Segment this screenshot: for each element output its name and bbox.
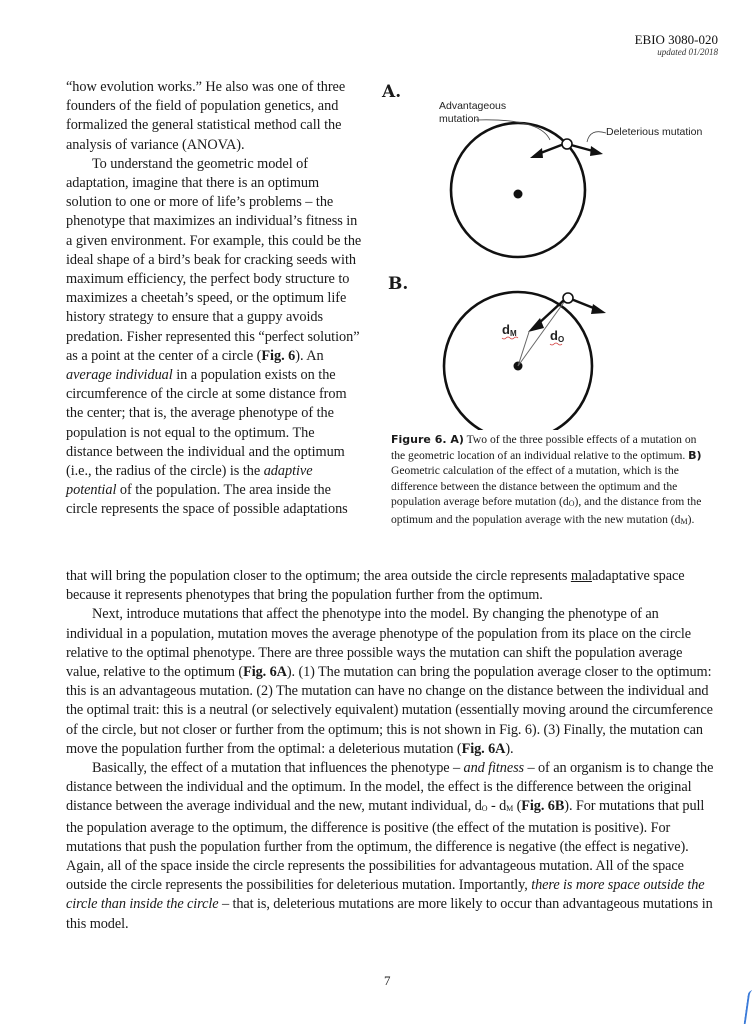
updated-date: updated 01/2018 — [657, 47, 718, 57]
fitness-circle — [444, 292, 592, 430]
deleterious-arrow — [571, 299, 596, 309]
page-number: 7 — [384, 973, 391, 988]
individual-point — [562, 139, 572, 149]
figure-6a-diagram — [430, 92, 730, 272]
figure-ref: Fig. 6B — [521, 798, 565, 815]
annotation-deleterious: Deleterious mutation — [606, 126, 703, 138]
callout-line — [587, 132, 606, 142]
arrowhead-icon — [530, 148, 543, 158]
term-adaptive-potential: adaptive potential — [66, 463, 313, 499]
optimum-point — [514, 190, 523, 199]
figure-ref: Fig. 6A — [243, 664, 287, 681]
figure-caption: Figure 6. A) Two of the three possible effects of a mutation on the geometric location of an individual relative to the optimum. B) Geometric calculation of the effect of a mutation, which is the difference between the distance between the optimum and the population average before mutation (dO), and the distance from the optimum and the population average with the new mutation (dM). — [391, 433, 702, 526]
paragraph-2-continued: that will bring the population closer to the optimum; the area outside the circle represents maladaptative space because it represents phenotypes that bring the population further from the optimum. — [66, 568, 685, 604]
page-header — [635, 32, 718, 58]
course-code: EBIO 3080-020 — [634, 32, 718, 47]
term-average-individual: average individual — [66, 367, 173, 384]
label-dm: dM — [502, 322, 517, 338]
page-edge-mark — [744, 990, 752, 1024]
full-width-text — [66, 567, 718, 934]
label-do: dO — [550, 328, 565, 344]
dm-distance-line — [518, 332, 529, 366]
left-column-text — [66, 78, 364, 520]
arrowhead-icon — [591, 304, 606, 314]
annotation-mutation: mutation — [439, 113, 480, 125]
paragraph-4: Basically, the effect of a mutation that influences the phenotype – and fitness – of an organism is to change the distance between the individual and the optimum. In the model, the effect is the difference between the original distance between the average individual and the new, mutant individual, dO - dM (Fig. 6B). For mutations that pull the population average to the optimum, the difference is positive (the effect of the mutation is positive). For mutations that push the population further from the optimum, the difference is negative (the effect is negative). Again, all of the space inside the circle represents the possibilities for advantageous mutation. All of the space outside the circle represents the possibilities for deleterious mutation. Importantly, there is more space outside the circle than inside the circle – that is, deleterious mutations are more likely to occur than advantageous mutations in this model. — [66, 760, 714, 932]
annotation-advantageous: Advantageous — [439, 100, 507, 112]
deleterious-arrow — [571, 145, 593, 151]
figure-ref: Fig. 6A — [461, 740, 506, 757]
panel-a-label: A. — [382, 82, 402, 102]
do-distance-line — [518, 298, 567, 366]
paragraph-1: “how evolution works.” He also was one of three founders of the field of population genetics, and formalized the general statistical method call the analysis of variance (ANOVA). — [66, 79, 346, 153]
figure-ref: Fig. 6 — [261, 347, 296, 364]
individual-point — [563, 293, 573, 303]
figure-6b-diagram — [430, 280, 650, 430]
paragraph-2: To understand the geometric model of adaptation, imagine that there is an optimum solution to one or more of life’s problems – the phenotype that maximizes an individual’s fitness in a given environment. For example, this could be the ideal shape of a bird’s beak for cracking seeds with maximum efficiency, the perfect body structure to maximizes a cheetah’s speed, or the optimum life history strategy to ensure that a guppy avoids predation. Fisher represented this “perfect solution” as a point at the center of a circle (Fig. 6). An average individual in a population exists on the circumference of the circle at some distance from the center; that is, the average phenotype of the population is not equal to the optimum. The distance between the individual and the optimum (i.e., the radius of the circle) is the adaptive potential of the population. The area inside the circle represents the space of possible adaptations — [66, 155, 362, 518]
arrowhead-icon — [590, 146, 603, 156]
paragraph-3: Next, introduce mutations that affect the phenotype into the model. By changing the phenotype of an individual in a population, mutation moves the average phenotype of the population from its place on the circle relative to the optimal phenotype. There are three possible ways the mutation can shift the population average value, relative to the optimum (Fig. 6A). (1) The mutation can bring the population average closer to the optimum: this is an advantageous mutation. (2) The mutation can have no change on the distance between the individual and the optimal trait: this is a neutral (or selectively equivalent) mutation (essentially moving around the circumference of the circle, but not closer or further from the optimum; this is not shown in Fig. 6). (3) Finally, the mutation can move the population further from the optimal: a deleterious mutation (Fig. 6A). — [66, 606, 713, 757]
panel-b-label: B. — [388, 274, 409, 294]
